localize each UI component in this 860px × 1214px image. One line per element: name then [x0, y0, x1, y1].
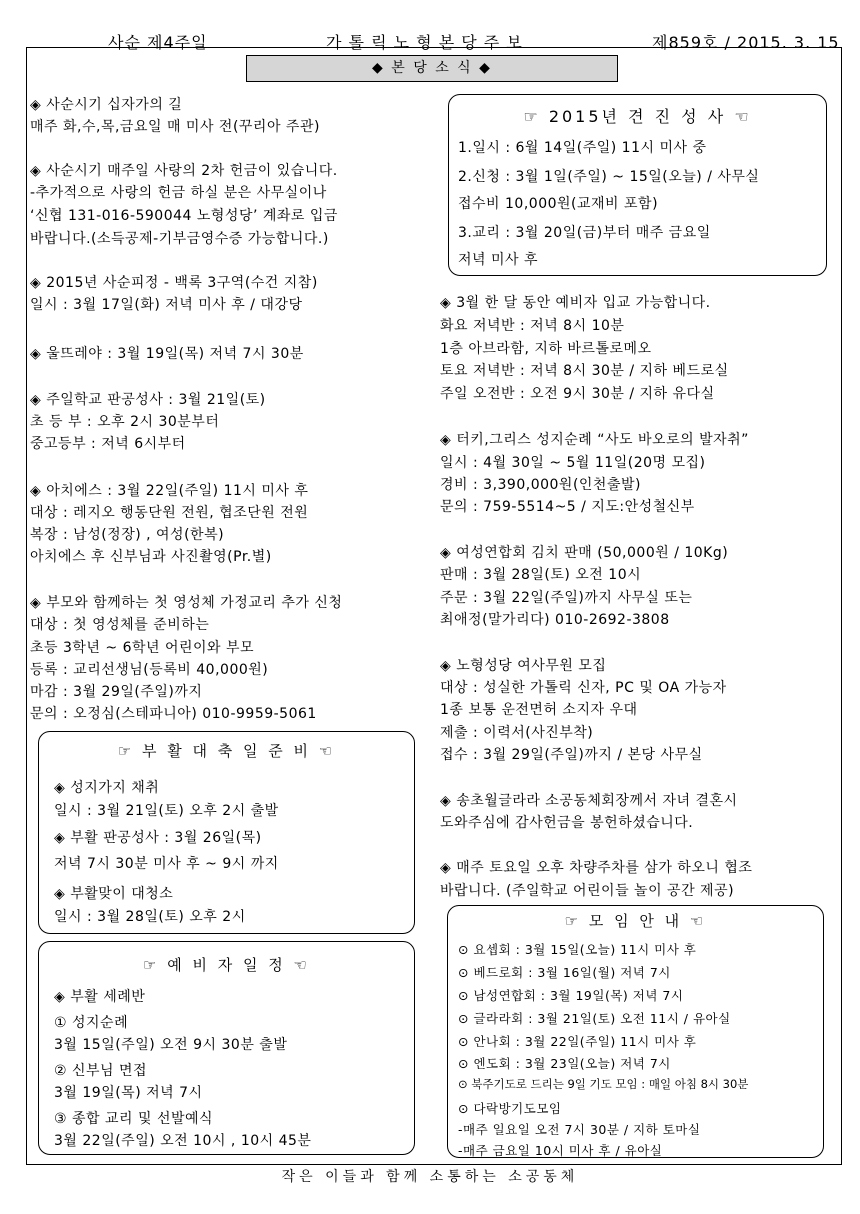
- notice-line: 판매 : 3월 28일(토) 오전 10시: [440, 567, 642, 583]
- section-banner: ◆ 본 당 소 식 ◆: [246, 55, 618, 82]
- notice-line: ◈ 사순시기 십자가의 길: [30, 97, 183, 113]
- notice-line: 문의 : 오정심(스테파니아) 010-9959-5061: [30, 706, 317, 722]
- meeting-line: ⊙ 안나회 : 3월 22일(주일) 11시 미사 후: [458, 1034, 697, 1049]
- confirmation-line: 2.신청 : 3월 1일(주일) ~ 15일(오늘) / 사무실: [458, 169, 760, 185]
- confirmation-line: 1.일시 : 6월 14일(주일) 11시 미사 중: [458, 140, 707, 156]
- notice-line: 일시 : 3월 17일(화) 저녁 미사 후 / 대강당: [30, 297, 303, 313]
- meeting-line: -매주 일요일 오전 7시 30분 / 지하 토마실: [458, 1122, 701, 1137]
- catechumen-line: 3월 22일(주일) 오전 10시 , 10시 45분: [54, 1133, 312, 1149]
- notice-line: ◈ 부모와 함께하는 첫 영성체 가정교리 추가 신청: [30, 595, 343, 611]
- catechumen-box-title: ☞ 예 비 자 일 정 ☜: [143, 956, 310, 974]
- easter-box-title: ☞ 부 활 대 축 일 준 비 ☜: [117, 742, 336, 760]
- easter-line: ◈ 성지가지 채취: [54, 780, 160, 796]
- meeting-line: ⊙ 요셉회 : 3월 15일(오늘) 11시 미사 후: [458, 942, 697, 957]
- notice-line: 최애정(말가리다) 010-2692-3808: [440, 612, 670, 628]
- issue-week: 사순 제4주일: [108, 33, 208, 52]
- notice-line: 바랍니다.(소득공제-기부금영수증 가능합니다.): [30, 231, 329, 247]
- easter-line: 일시 : 3월 28일(토) 오후 2시: [54, 909, 246, 925]
- notice-line: ‘신협 131-016-590044 노형성당’ 계좌로 입금: [30, 208, 338, 224]
- notice-line: 바랍니다. (주일학교 어린이들 놀이 공간 제공): [440, 883, 735, 899]
- notice-line: 마감 : 3월 29일(주일)까지: [30, 684, 203, 700]
- notice-line: ◈ 아치에스 : 3월 22일(주일) 11시 미사 후: [30, 483, 309, 499]
- meeting-line: ⊙ 베드로회 : 3월 16일(월) 저녁 7시: [458, 965, 671, 980]
- catechumen-line: ② 신부님 면접: [54, 1063, 148, 1079]
- notice-line: ◈ 울뜨레야 : 3월 19일(목) 저녁 7시 30분: [30, 346, 304, 362]
- confirmation-line: 저녁 미사 후: [458, 252, 539, 268]
- notice-line: 등록 : 교리선생님(등록비 40,000원): [30, 662, 269, 678]
- notice-line: 토요 저녁반 : 저녁 8시 30분 / 지하 베드로실: [440, 363, 729, 379]
- meeting-line: ⊙ 다락방기도모임: [458, 1101, 562, 1116]
- notice-line: 도와주심에 감사헌금을 봉헌하셨습니다.: [440, 815, 694, 831]
- notice-line: ◈ 여성연합회 김치 판매 (50,000원 / 10Kg): [440, 545, 729, 561]
- notice-line: 중고등부 : 저녁 6시부터: [30, 436, 186, 452]
- notice-line: 주일 오전반 : 오전 9시 30분 / 지하 유다실: [440, 386, 715, 402]
- catechumen-line: ① 성지순례: [54, 1015, 129, 1031]
- notice-line: 접수 : 3월 29일(주일)까지 / 본당 사무실: [440, 747, 703, 763]
- meeting-line: ⊙ 글라라회 : 3월 21일(토) 오전 11시 / 유아실: [458, 1011, 731, 1026]
- notice-line: 문의 : 759-5514~5 / 지도:안성철신부: [440, 499, 695, 515]
- notice-line: ◈ 주일학교 판공성사 : 3월 21일(토): [30, 392, 266, 408]
- notice-line: ◈ 터키,그리스 성지순례 “사도 바오로의 발자취”: [440, 432, 749, 448]
- notice-line: 1종 보통 운전면허 소지자 우대: [440, 702, 638, 718]
- notice-line: ◈ 3월 한 달 동안 예비자 입교 가능합니다.: [440, 295, 711, 311]
- easter-line: 저녁 7시 30분 미사 후 ~ 9시 까지: [54, 856, 279, 872]
- notice-line: 화요 저녁반 : 저녁 8시 10분: [440, 318, 625, 334]
- easter-line: 일시 : 3월 21일(토) 오후 2시 출발: [54, 803, 279, 819]
- notice-line: ◈ 2015년 사순피정 - 백록 3구역(수건 지참): [30, 275, 318, 291]
- meeting-line: ⊙ 엔도회 : 3월 23일(오늘) 저녁 7시: [458, 1056, 671, 1071]
- catechumen-line: 3월 19일(목) 저녁 7시: [54, 1085, 203, 1101]
- notice-line: -추가적으로 사랑의 헌금 하실 분은 사무실이나: [30, 185, 327, 201]
- confirmation-line: 3.교리 : 3월 20일(금)부터 매주 금요일: [458, 225, 711, 241]
- notice-line: 대상 : 성실한 가톨릭 신자, PC 및 OA 가능자: [440, 680, 727, 696]
- issue-number-date: 제859호 / 2015. 3. 15: [652, 33, 840, 52]
- notice-line: ◈ 사순시기 매주일 사랑의 2차 헌금이 있습니다.: [30, 163, 338, 179]
- notice-line: 아치에스 후 신부님과 사진촬영(Pr.별): [30, 549, 272, 565]
- confirmation-box-title: ☞ 2015년 견 진 성 사 ☜: [523, 107, 752, 126]
- notice-line: 1층 아브라함, 지하 바르톨로메오: [440, 341, 652, 357]
- notice-line: ◈ 노형성당 여사무원 모집: [440, 658, 607, 674]
- catechumen-line: ③ 종합 교리 및 선발예식: [54, 1111, 214, 1127]
- meeting-line: -매주 금요일 10시 미사 후 / 유아실: [458, 1143, 663, 1158]
- meetings-box-title: ☞ 모 임 안 내 ☜: [564, 912, 707, 930]
- notice-line: 매주 화,수,목,금요일 매 미사 전(꾸리아 주관): [30, 119, 320, 135]
- notice-line: 주문 : 3월 22일(주일)까지 사무실 또는: [440, 590, 693, 606]
- notice-line: 초 등 부 : 오후 2시 30분부터: [30, 414, 220, 430]
- catechumen-line: 3월 15일(주일) 오전 9시 30분 출발: [54, 1037, 288, 1053]
- notice-line: 대상 : 레지오 행동단원 전원, 협조단원 전원: [30, 505, 309, 521]
- footer-motto: 작은 이들과 함께 소통하는 소공동체: [281, 1169, 579, 1185]
- bulletin-title: 가 톨 릭 노 형 본 당 주 보: [326, 33, 523, 52]
- notice-line: 제출 : 이력서(사진부착): [440, 725, 594, 741]
- notice-line: ◈ 매주 토요일 오후 차량주차를 삼가 하오니 협조: [440, 860, 753, 876]
- notice-line: 일시 : 4월 30일 ~ 5월 11일(20명 모집): [440, 455, 706, 471]
- confirmation-line: 접수비 10,000원(교재비 포함): [458, 196, 659, 212]
- easter-line: ◈ 부활 판공성사 : 3월 26일(목): [54, 830, 262, 846]
- notice-line: ◈ 송초월글라라 소공동체회장께서 자녀 결혼시: [440, 793, 738, 809]
- meeting-line: ⊙ 남성연합회 : 3월 19일(목) 저녁 7시: [458, 988, 684, 1003]
- catechumen-line: ◈ 부활 세례반: [54, 989, 146, 1005]
- notice-line: 경비 : 3,390,000원(인천출발): [440, 477, 641, 493]
- meeting-line: ⊙ 북주기도로 드리는 9일 기도 모임 : 매일 아침 8시 30분: [458, 1077, 749, 1091]
- notice-line: 초등 3학년 ~ 6학년 어린이와 부모: [30, 640, 255, 656]
- easter-line: ◈ 부활맞이 대청소: [54, 886, 174, 902]
- notice-line: 복장 : 남성(정장) , 여성(한복): [30, 527, 225, 543]
- notice-line: 대상 : 첫 영성체를 준비하는: [30, 617, 210, 633]
